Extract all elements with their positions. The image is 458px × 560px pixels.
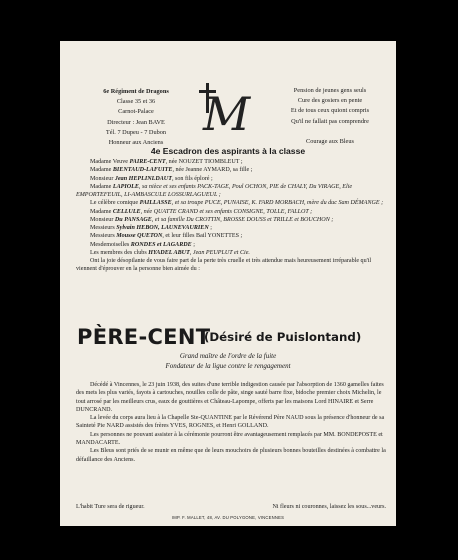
- comprendre-line: Qu'il ne fallait pas comprendre: [291, 117, 369, 125]
- family-line: Messieurs Mousse QUETON, et leur filles Bail YONETTES ;: [90, 233, 243, 240]
- paragraph-bleus: Les Bleus sont priés de se munir en même que de leurs mouchoirs de plusieurs bonnes bouteilles destinées à combattre la défaillance des Anciens.: [76, 448, 386, 463]
- family-list: [76, 158, 388, 274]
- announcement: Ont la joie désopilante de vous faire part de la perte très cruelle et très attendue mais heureusement irréparable qu'il viennent d'éprouver en la personne bien aimée du :: [76, 258, 372, 273]
- family-line: Le célèbre comique PAILLASSE, et sa troupe PUCE, PUNAISE, K. FARD MORBACH, mère du duc Sam DÉMANGE ;: [90, 200, 384, 207]
- family-line: Mesdemoiselles RONDES et LAGARDE ;: [90, 241, 195, 248]
- class-line: Classe 35 et 36: [116, 98, 156, 106]
- palace-line: Carnot-Palace: [118, 108, 154, 116]
- monogram-letter: M: [203, 87, 249, 141]
- phone-line: Tél. 7 Dupeu - 7 Dubon: [105, 128, 167, 136]
- director-line: Directeur : Jean BAVE: [107, 118, 165, 126]
- family-line: Messieurs Sylvain HEBON, LAUNEVAURIEN ;: [90, 225, 212, 231]
- printer-imprint: IMP. F. MALLET, 48, AV. DU POLYGONE, VINCENNES: [171, 515, 285, 520]
- deceased-alias: (Désiré de Puislontand): [204, 330, 362, 344]
- deceased-name: PÈRE-CENT: [77, 325, 211, 349]
- pension-line: Pension de jeunes gens seuls: [293, 87, 367, 94]
- paragraph-death: Décédé à Vincennes, le 23 juin 1938, des suites d'une terrible indigestion causée par l'absorption de 1360 gamelles faites des mets les plus variés, fayots à cartouches, nouilles colle de pâte, singe sauté barre fixe, bidoche premier choix Michelin, le tout arrosé par les meilleurs crus, eaux de gouttières et Château-Lapompe, offerts par les maisons Lord HINAIRE et Serre DUNCRAND.: [76, 382, 384, 413]
- paragraph-replacement: Les personnes ne pouvant assister à la cérémonie pourront être avantageusement remplacés par MM. BONDEPOSTE et MANDACARTE.: [76, 431, 383, 447]
- family-line: Monsieur Du PANSAGE, et sa famille Du CROTTIN, BROSSE DOUSS et TRILLE et BOUCHON ;: [90, 216, 334, 223]
- family-line: Madame Veuve PAIRE-CENT, née NOUZET TIOMBLEUT ;: [90, 159, 243, 165]
- family-line: Madame BIENTAUD-LAFUITE, née Jeanne AYMARD, sa fille ;: [90, 167, 253, 174]
- deceased-title-2: Fondateur de la ligue contre le rengagement: [165, 362, 291, 370]
- family-line: Madame CELLULE, née QUATTE CRAND et ses enfants CONSIGNE, TOLLE, FALLOT ;: [90, 208, 313, 215]
- dress-code: L'habit Ture sera de rigueur.: [76, 504, 145, 510]
- regiment-line: 6e Régiment de Dragons: [103, 88, 169, 95]
- family-line: Monsieur Jean HEPLINLDAUT, son fils éploré ;: [90, 175, 213, 182]
- paragraph-funeral: La levée du corps aura lieu à la Chapelle Ste-QUANTINE par le Révérend Père NAUD sous la présence d'honneur de sa Sainteté Pie NARD assistés des frères YVES, ROGNES, et Henri GOLLAND.: [76, 415, 385, 430]
- header-left: [81, 87, 191, 148]
- obituary-body: [76, 381, 388, 464]
- deceased-title-1: Grand maître de l'ordre de la fuite: [179, 352, 277, 360]
- courage-line: Courage aux Bleus: [306, 137, 354, 145]
- honour-line: Honneur aux Anciens: [108, 139, 164, 147]
- obituary-card: [60, 41, 396, 526]
- family-line: Madame LAPIOLE, sa nièce et ses enfants PACK-TAGE, Poul OCHON, PIE de CHALY, Du VIRAGE, Elie EMPORTEFEUIL, LI-AMBASCULE LOSSURLAGUEUL ;: [76, 183, 353, 198]
- monogram-emblem: [193, 79, 267, 141]
- cure-line: Cure des gosiers en pente: [297, 97, 363, 105]
- compris-line: Et de tous ceux quiont compris: [290, 107, 370, 115]
- section-title: 4e Escadron des aspirants à la classe: [150, 146, 306, 156]
- header-right: [268, 86, 392, 147]
- no-flowers: Ni fleurs ni couronnes, laissez les sous...veurs.: [272, 504, 386, 510]
- family-line: Les membres des clubs HYADEL ABUT, Jean PEUPLUT et Cie.: [90, 249, 250, 256]
